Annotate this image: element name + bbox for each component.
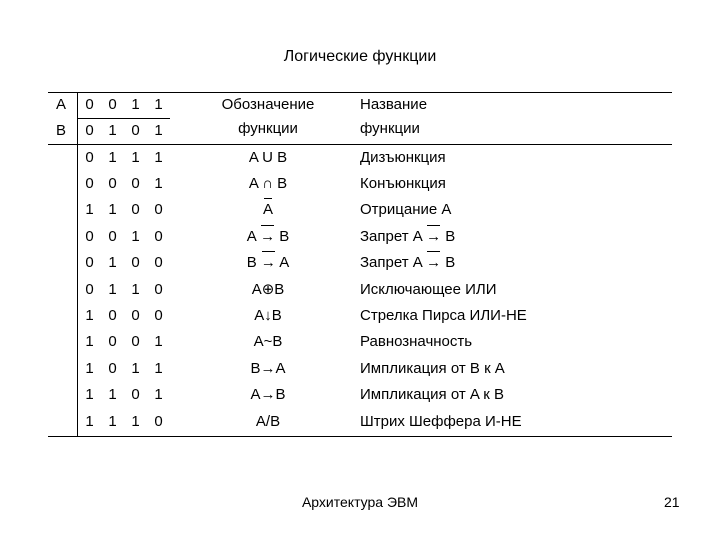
designation-header-line1: Обозначение [221,96,315,113]
bit-value: 0 [131,201,140,218]
function-name: Импликация от A к B [360,386,504,403]
bit-value: 1 [85,307,94,324]
bit-value: 0 [154,281,163,298]
bit-value: 1 [154,333,163,350]
function-symbol: A ∩ B [248,175,288,192]
negated-arrow: → [260,254,276,271]
function-name: Отрицание A [360,201,452,218]
symbol-right-operand: B [275,228,290,245]
function-symbol: A/B [255,413,281,430]
b-value: 1 [154,122,163,139]
a-value: 1 [154,96,163,113]
table-row-bits [78,228,174,246]
bit-value: 0 [85,175,94,192]
function-name: Равнозначность [360,333,473,350]
b-value: 0 [131,122,140,139]
bit-value: 1 [108,254,117,271]
a-value: 1 [131,96,140,113]
function-symbol [200,254,336,272]
bit-value: 1 [131,413,140,430]
table-row-bits [78,281,174,299]
table-top-rule [48,92,672,93]
table-row-bits [78,386,174,404]
table-bottom-rule [48,436,672,437]
function-symbol: A U B [248,149,288,166]
function-name: Стрелка Пирса ИЛИ-НЕ [360,307,527,324]
bit-value: 0 [154,201,163,218]
bit-value: 1 [108,149,117,166]
header-mid-rule [78,118,170,119]
bit-value: 1 [154,360,163,377]
bit-value: 1 [108,413,117,430]
a-value: 0 [85,96,94,113]
name-prefix: Запрет A [360,254,427,271]
bit-value: 0 [131,386,140,403]
bit-value: 0 [131,333,140,350]
function-name: Конъюнкция [360,175,446,192]
header-bottom-rule [48,144,672,145]
table-row-bits [78,307,174,325]
name-suffix: B [441,228,456,245]
bit-value: 0 [154,413,163,430]
function-name [360,254,455,272]
function-symbol: A↓B [254,307,282,324]
function-symbol: B→A [250,360,286,377]
function-symbol: A~B [253,333,283,350]
bit-value: 1 [154,386,163,403]
bit-value: 0 [108,333,117,350]
name-header-line2: функции [360,120,420,137]
table-row-bits [78,175,174,193]
function-symbol: A→B [250,386,286,403]
bit-value: 1 [85,413,94,430]
variable-b-label: B [56,122,67,139]
bit-value: 0 [131,175,140,192]
function-name: Штрих Шеффера И-НЕ [360,413,522,430]
bit-value: 1 [85,360,94,377]
variable-a-label: A [56,96,67,113]
bit-value: 0 [85,254,94,271]
bit-value: 0 [85,281,94,298]
bit-value: 0 [85,228,94,245]
bit-value: 1 [108,201,117,218]
designation-header-line2: функции [238,120,298,137]
bit-value: 1 [85,201,94,218]
name-suffix: B [441,254,456,271]
function-name: Импликация от B к A [360,360,505,377]
a-values-row [78,96,174,114]
function-name: Дизъюнкция [360,149,446,166]
negated-arrow: → [260,228,276,245]
function-name [360,228,455,246]
bit-value: 1 [154,175,163,192]
symbol-left-operand: A [246,228,261,245]
bit-value: 1 [108,281,117,298]
bit-value: 1 [131,281,140,298]
function-name: Исключающее ИЛИ [360,281,497,298]
bit-value: 1 [154,149,163,166]
bit-value: 1 [85,386,94,403]
b-value: 0 [85,122,94,139]
name-prefix: Запрет A [360,228,427,245]
table-row-bits [78,360,174,378]
table-row-bits [78,201,174,219]
bit-value: 1 [131,228,140,245]
function-symbol [200,201,336,219]
bit-value: 0 [108,360,117,377]
page-title: Логические функции [283,48,437,65]
bit-value: 1 [131,360,140,377]
bit-value: 1 [131,149,140,166]
name-header-line1: Название [360,96,428,113]
bit-value: 0 [154,254,163,271]
b-value: 1 [108,122,117,139]
function-symbol [200,228,336,246]
bit-value: 0 [108,228,117,245]
page-number: 21 [664,494,680,510]
negated-arrow: → [426,228,442,245]
footer-text: Архитектура ЭВМ [301,494,419,510]
bit-value: 0 [154,228,163,245]
bit-value: 0 [154,307,163,324]
bit-value: 0 [131,307,140,324]
symbol-left-operand: B [246,254,261,271]
table-row-bits [78,254,174,272]
negated-symbol: A [262,201,273,218]
symbol-right-operand: A [275,254,290,271]
bit-value: 0 [85,149,94,166]
bit-value: 0 [131,254,140,271]
table-row-bits [78,333,174,351]
table-row-bits [78,413,174,431]
a-value: 0 [108,96,117,113]
function-symbol: A⊕B [251,281,285,298]
bit-value: 0 [108,175,117,192]
b-values-row [78,122,174,140]
negated-arrow: → [426,254,442,271]
bit-value: 0 [108,307,117,324]
bit-value: 1 [108,386,117,403]
bit-value: 1 [85,333,94,350]
table-row-bits [78,149,174,167]
